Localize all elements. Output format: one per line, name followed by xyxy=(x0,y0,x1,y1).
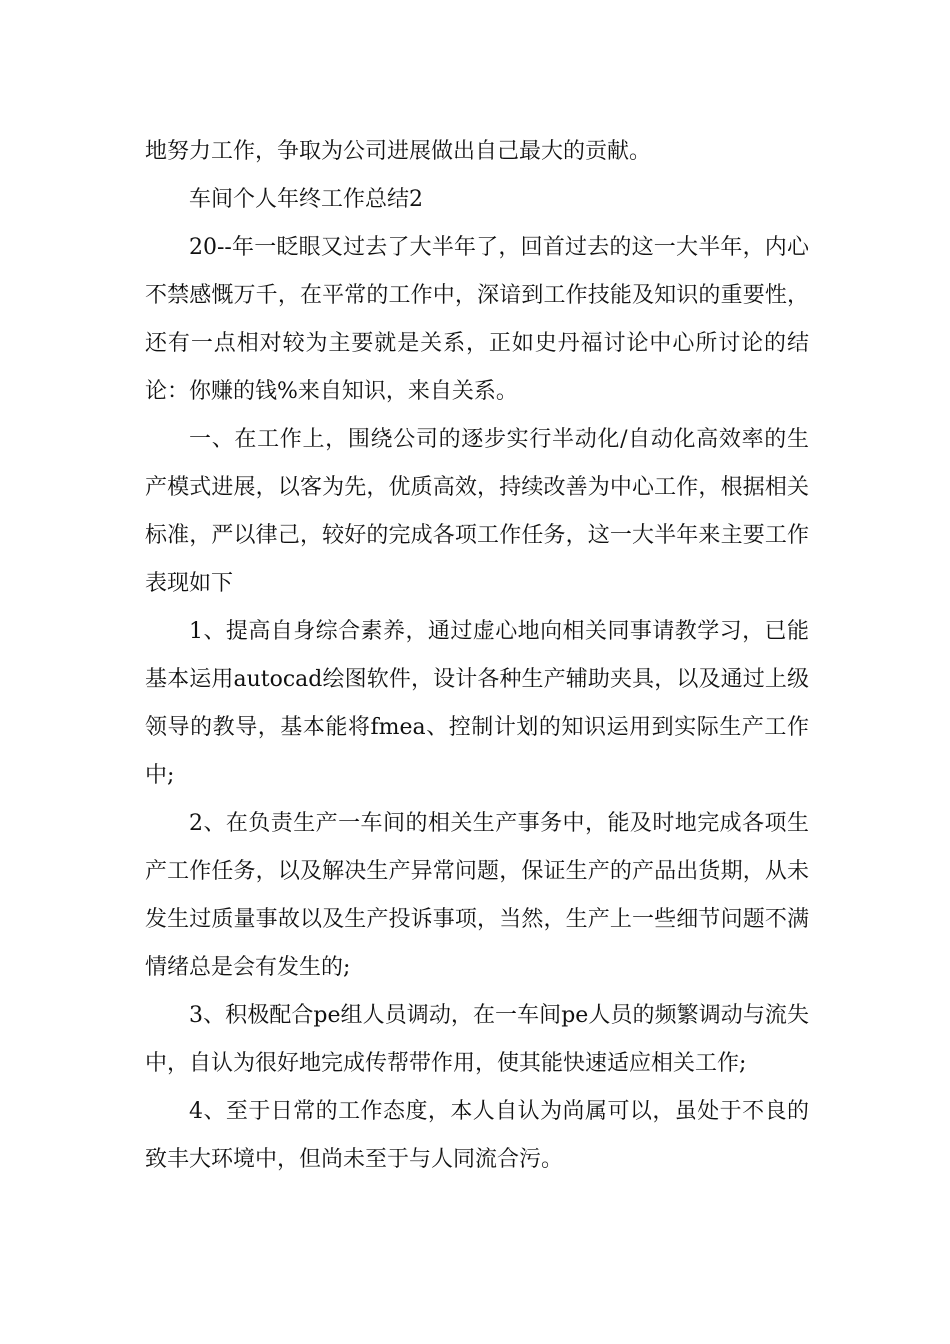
paragraph-continuation: 地努力工作，争取为公司进展做出自己最大的贡献。 xyxy=(145,139,652,164)
paragraph-intro: 20--年一眨眼又过去了大半年了，回首过去的这一大半年，内心不禁感慨万千，在平常的工作中，深谙到工作技能及知识的重要性，还有一点相对较为主要就是关系，正如史丹福讨论中心所讨论的结论：你赚的钱%来自知识，来自关系。 xyxy=(145,235,809,404)
paragraph-work-overview: 一、在工作上，围绕公司的逐步实行半动化/自动化高效率的生产模式进展，以客为先，优质高效，持续改善为中心工作，根据相关标准，严以律己，较好的完成各项工作任务，这一大半年来主要工作表现如下 xyxy=(145,427,809,596)
list-item-2: 2、在负责生产一车间的相关生产事务中，能及时地完成各项生产工作任务，以及解决生产异常问题，保证生产的产品出货期，从未发生过质量事故以及生产投诉事项，当然，生产上一些细节问题不满情绪总是会有发生的; xyxy=(145,811,809,980)
section-heading: 车间个人年终工作总结2 xyxy=(189,187,423,212)
list-item-3: 3、积极配合pe组人员调动，在一车间pe人员的频繁调动与流失中，自认为很好地完成传帮带作用，使其能快速适应相关工作; xyxy=(145,1003,809,1076)
list-item-4: 4、至于日常的工作态度，本人自认为尚属可以，虽处于不良的致丰大环境中，但尚未至于与人同流合污。 xyxy=(145,1099,809,1172)
document-body xyxy=(145,128,809,1184)
list-item-1: 1、提高自身综合素养，通过虚心地向相关同事请教学习，已能基本运用autocad绘图软件，设计各种生产辅助夹具，以及通过上级领导的教导，基本能将fmea、控制计划的知识运用到实际生产工作中; xyxy=(145,619,809,788)
